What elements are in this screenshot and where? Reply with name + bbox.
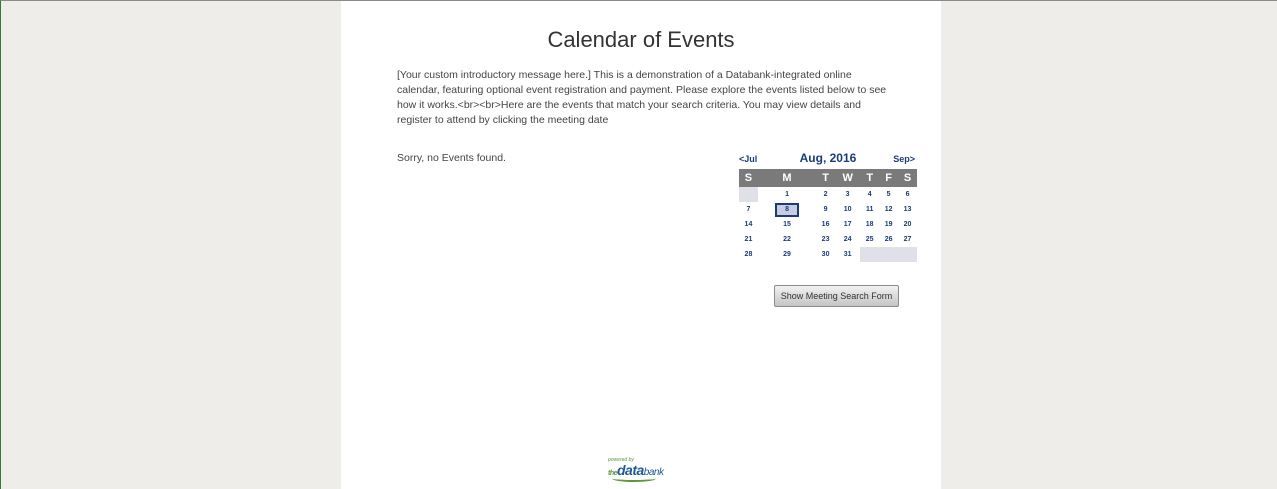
calendar-day[interactable]: 29 [758,247,816,262]
calendar-empty-cell [898,247,917,262]
calendar-day[interactable]: 15 [758,217,816,232]
weekday-header: T [816,169,835,187]
calendar-empty-cell [879,247,898,262]
content-column [341,1,941,489]
calendar-day[interactable]: 23 [816,232,835,247]
weekday-header: W [835,169,860,187]
calendar-week-row [739,202,917,217]
calendar-day[interactable]: 3 [835,187,860,202]
mini-calendar [739,151,917,262]
calendar-empty-cell [739,187,758,202]
calendar-empty-cell [860,247,879,262]
calendar-day[interactable]: 30 [816,247,835,262]
weekday-header: F [879,169,898,187]
calendar-week-row [739,232,917,247]
calendar-day[interactable]: 5 [879,187,898,202]
calendar-day[interactable]: 12 [879,202,898,217]
show-meeting-search-form-button[interactable]: Show Meeting Search Form [774,285,899,307]
calendar-day[interactable]: 21 [739,232,758,247]
calendar-day[interactable]: 17 [835,217,860,232]
calendar-week-row [739,187,917,202]
calendar-day[interactable]: 6 [898,187,917,202]
calendar-body [739,187,917,262]
weekday-header: M [758,169,816,187]
calendar-day[interactable]: 19 [879,217,898,232]
databank-logo [606,457,676,483]
calendar-day[interactable]: 31 [835,247,860,262]
calendar-day[interactable]: 16 [816,217,835,232]
calendar-day[interactable]: 10 [835,202,860,217]
page-title: Calendar of Events [547,27,735,52]
calendar-day[interactable]: 4 [860,187,879,202]
intro-message: [Your custom introductory message here.] This is a demonstration of a Databank-integrated online calendar, featuring optional event registration and payment. Please explore the events listed below to see how it works.<br><br>Here are the events that match your search criteria. You may view details and register to attend by clicking the meeting date [397,69,887,126]
weekday-header: S [739,169,758,187]
calendar-prev-month-link[interactable]: <Jul [739,154,758,164]
calendar-day[interactable]: 22 [758,232,816,247]
calendar-week-row [739,217,917,232]
calendar-nav [739,151,917,167]
calendar-day[interactable]: 28 [739,247,758,262]
logo-wordmark: thedatabank [608,462,664,478]
logo-swoosh-icon [612,475,656,482]
logo-powered-by: powered by [608,457,634,463]
calendar-day[interactable]: 11 [860,202,879,217]
calendar-day[interactable]: 1 [758,187,816,202]
calendar-day[interactable]: 20 [898,217,917,232]
calendar-day[interactable]: 13 [898,202,917,217]
weekday-header: S [898,169,917,187]
calendar-day[interactable]: 24 [835,232,860,247]
calendar-day[interactable]: 7 [739,202,758,217]
calendar-next-month-link[interactable]: Sep> [893,154,915,164]
calendar-day[interactable]: 27 [898,232,917,247]
calendar-weekday-row [739,169,917,187]
calendar-day[interactable]: 26 [879,232,898,247]
calendar-day[interactable]: 25 [860,232,879,247]
calendar-day[interactable]: 2 [816,187,835,202]
calendar-day[interactable]: 8 [758,202,816,217]
calendar-day[interactable]: 14 [739,217,758,232]
calendar-week-row [739,247,917,262]
no-events-message: Sorry, no Events found. [397,152,506,164]
calendar-month-label: Aug, 2016 [799,151,857,165]
calendar-day[interactable]: 9 [816,202,835,217]
weekday-header: T [860,169,879,187]
calendar-day[interactable]: 18 [860,217,879,232]
calendar-grid [739,169,917,262]
